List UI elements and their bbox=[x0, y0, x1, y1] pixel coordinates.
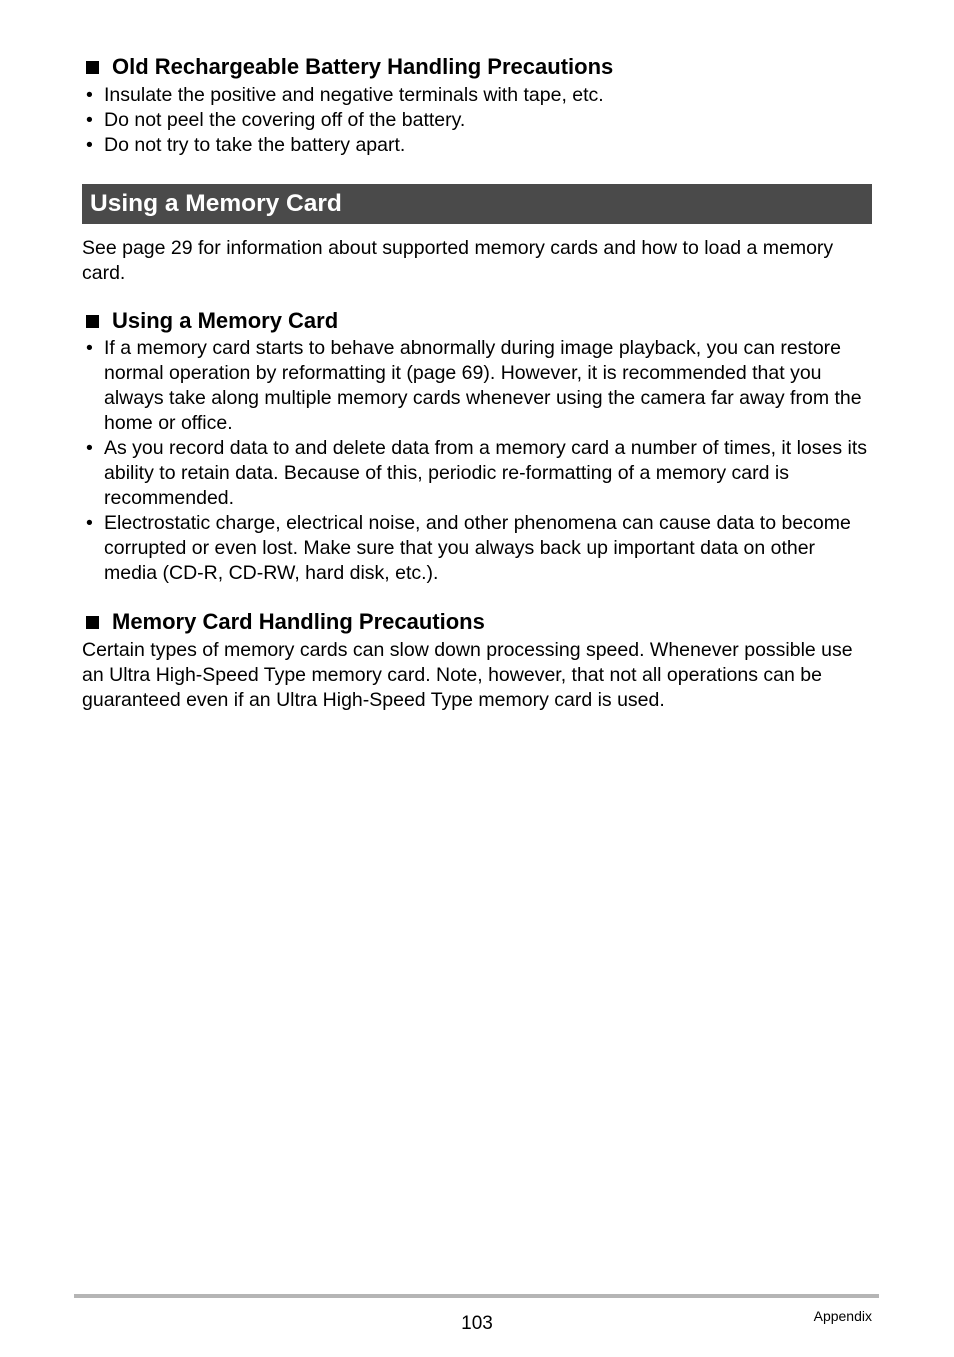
old-battery-list bbox=[82, 83, 872, 158]
list-item-text: Electrostatic charge, electrical noise, and other phenomena can cause data to become corrupted or even lost. Make sure that you always back up important data on other media (CD-R, CD-RW, hard disk, etc.). bbox=[104, 512, 851, 584]
handling-text: Certain types of memory cards can slow down processing speed. Whenever possible use an Ultra High-Speed Type memory card. Note, however, that not all operations can be guaranteed even if an Ultra High-Speed Type memory card is used. bbox=[82, 639, 853, 711]
list-item bbox=[82, 436, 872, 511]
footer-section-label: Appendix bbox=[813, 1308, 872, 1324]
handling-heading bbox=[82, 607, 872, 637]
list-item bbox=[82, 133, 872, 158]
list-item bbox=[82, 108, 872, 133]
handling-heading-text: Memory Card Handling Precautions bbox=[112, 609, 485, 634]
page-number: 103 bbox=[461, 1313, 493, 1334]
list-item-text: Do not peel the covering off of the battery. bbox=[104, 109, 466, 131]
using-memory-card-heading-text: Using a Memory Card bbox=[112, 308, 339, 333]
list-item-text: Insulate the positive and negative terminals with tape, etc. bbox=[104, 84, 604, 106]
page-content bbox=[82, 52, 872, 713]
bullet: • bbox=[86, 109, 93, 131]
list-item-text: As you record data to and delete data from a memory card a number of times, it loses its ability to retain data. Because of this, periodic re-formatting of a memory card is recommended. bbox=[104, 437, 868, 509]
footer-divider bbox=[74, 1294, 879, 1298]
bullet: • bbox=[86, 337, 93, 359]
using-memory-card-list bbox=[82, 336, 872, 586]
list-item bbox=[82, 336, 872, 436]
list-item bbox=[82, 511, 872, 586]
bullet: • bbox=[86, 437, 93, 459]
filled-square-icon bbox=[86, 315, 99, 328]
old-battery-heading-text: Old Rechargeable Battery Handling Precautions bbox=[112, 54, 614, 79]
list-item-text: If a memory card starts to behave abnormally during image playback, you can restore normal operation by reformatting it (page 69). However, it is recommended that you always take along multiple memory cards whenever using the camera far away from the home or office. bbox=[104, 337, 862, 434]
section-intro: See page 29 for information about supported memory cards and how to load a memory card. bbox=[82, 237, 834, 284]
list-item-text: Do not try to take the battery apart. bbox=[104, 134, 406, 156]
bullet: • bbox=[86, 512, 93, 534]
filled-square-icon bbox=[86, 616, 99, 629]
old-battery-heading bbox=[82, 52, 872, 82]
section-banner: Using a Memory Card bbox=[82, 184, 872, 224]
using-memory-card-heading bbox=[82, 306, 872, 336]
bullet: • bbox=[86, 84, 93, 106]
filled-square-icon bbox=[86, 61, 99, 74]
bullet: • bbox=[86, 134, 93, 156]
list-item bbox=[82, 83, 872, 108]
